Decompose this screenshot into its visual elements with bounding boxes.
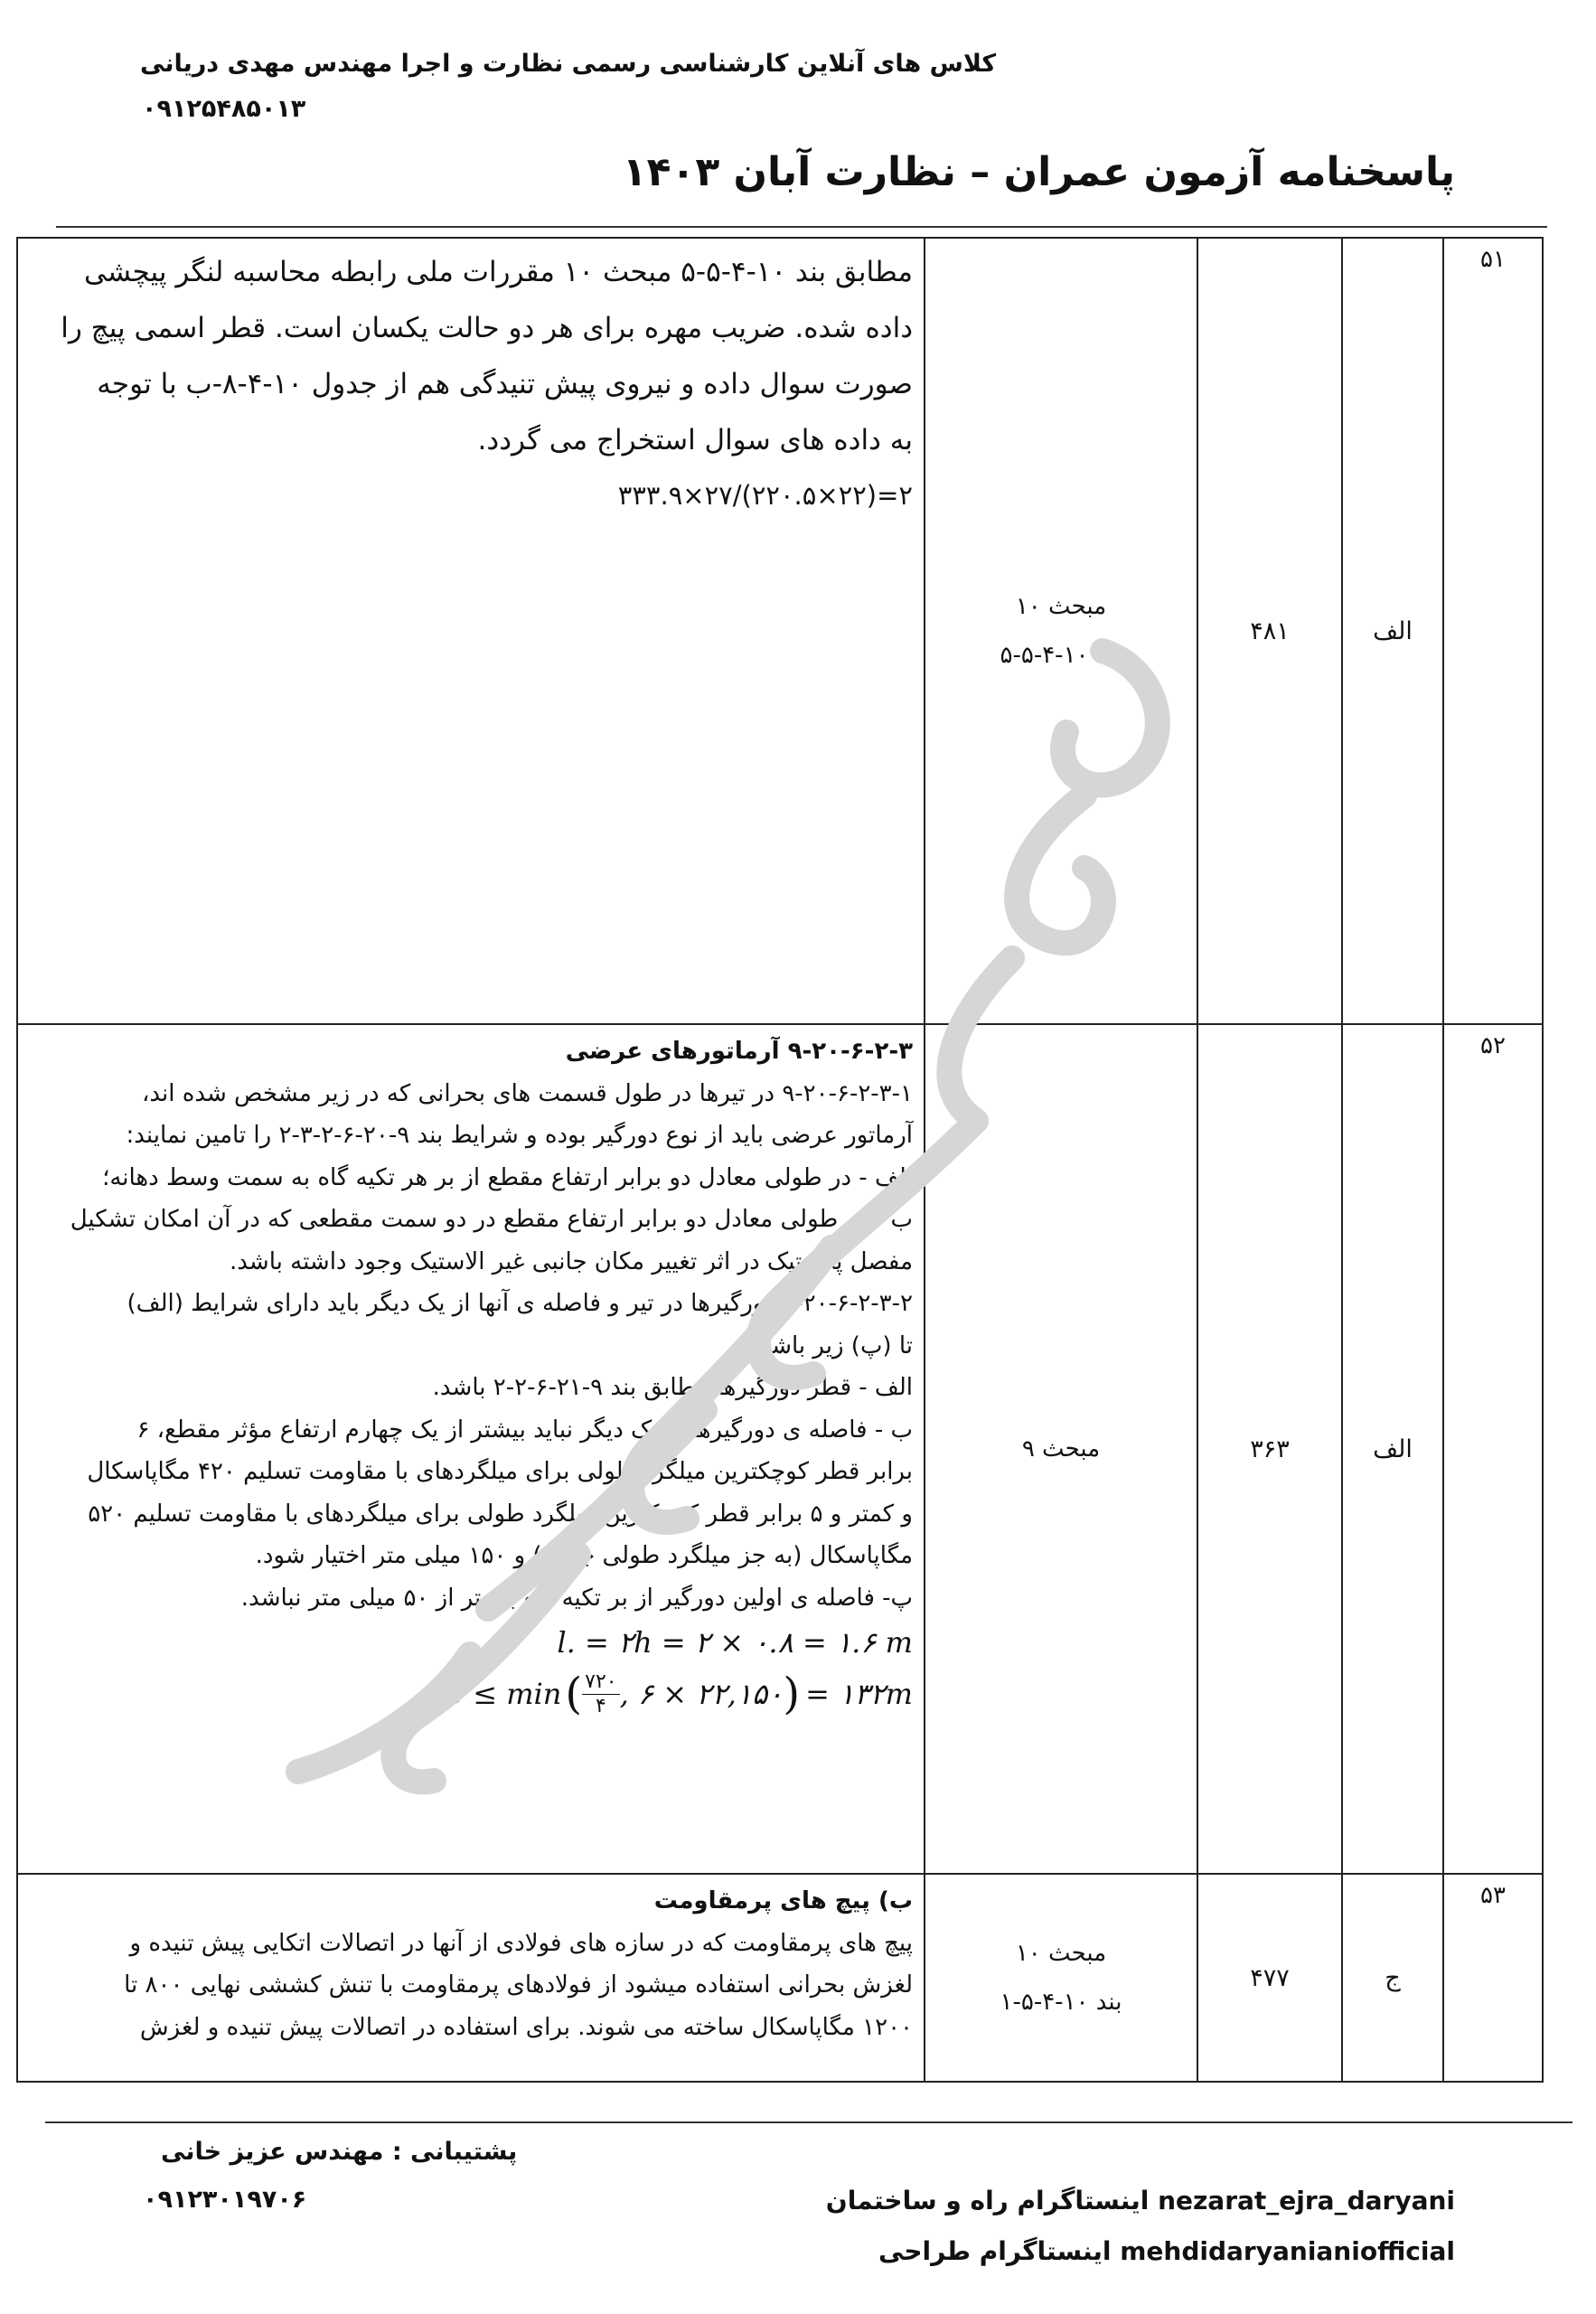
- page-number: ۴۸۱: [1197, 238, 1342, 1024]
- reference-cell: [925, 238, 1197, 1024]
- explanation-line: ۹-۲۰-۶-۲-۳-۲ دورگیرها در تیر و فاصله ی آنها از یک دیگر باید دارای شرایط (الف): [127, 1290, 913, 1317]
- formula-fraction: [582, 1670, 619, 1718]
- footer-divider: [45, 2121, 1573, 2123]
- answer-table: [16, 237, 1544, 2083]
- question-number: ۵۳: [1443, 1874, 1543, 2082]
- answer-option: الف: [1342, 1024, 1443, 1874]
- formula: ۳۳۳.۹×۲۷/(۲۲۰.۵×۲۲)=۲: [617, 480, 913, 511]
- explanation-line: پ- فاصله ی اولین دورگیر از بر تکیه گاه بیشتر از ۵۰ میلی متر نباشد.: [240, 1584, 913, 1612]
- support-phone: ۰۹۱۲۳۰۱۹۷۰۶: [143, 2186, 307, 2214]
- section-heading: ۹-۲۰-۶-۲-۳ آرماتورهای عرضی: [565, 1038, 913, 1065]
- course-header-line: کلاس های آنلاین کارشناسی رسمی نظارت و اجرا مهندس مهدی دریانی: [140, 50, 997, 78]
- formula-min: S ≤ min: [444, 1677, 562, 1711]
- explanation-line: ۹-۲۰-۶-۲-۳-۱ در تیرها در طول قسمت های بحرانی که در زیر مشخص شده اند،: [141, 1079, 913, 1107]
- explanation-line: تا (پ) زیر باشند:: [744, 1331, 913, 1359]
- explanation-line: آرماتور عرضی باید از نوع دورگیر بوده و شرایط بند ۹-۲۰-۶-۲-۳-۲ را تامین نمایند:: [126, 1122, 913, 1149]
- table-row: [17, 1024, 1543, 1874]
- formula-terms: , ۶ × ۲۲,۱۵۰: [619, 1677, 784, 1711]
- instagram-construction: nezarat_ejra_daryani اینستاگرام راه و ساختمان: [825, 2186, 1455, 2215]
- reference-cell: [925, 1874, 1197, 2082]
- explanation-line: صورت سوال داده و نیروی پیش تنیدگی هم از جدول ۱۰-۴-۸-ب با توجه: [97, 368, 913, 400]
- fraction-numerator: ۷۲۰: [582, 1670, 619, 1695]
- page-title: پاسخنامه آزمون عمران – نظارت آبان ۱۴۰۳: [622, 149, 1455, 195]
- explanation-cell: [17, 1024, 925, 1874]
- explanation-line: مطابق بند ۱۰-۴-۵-۵ مبحث ۱۰ مقررات ملی رابطه محاسبه لنگر پیچشی: [84, 256, 913, 288]
- explanation-cell: [17, 238, 925, 1024]
- page-number: ۴۷۷: [1197, 1874, 1342, 2082]
- section-heading: ب) پیچ های پرمقاومت: [653, 1887, 913, 1914]
- formula-result: = ۱۳۲m: [805, 1677, 913, 1711]
- formula-paren-open: (: [565, 1669, 583, 1719]
- explanation-line: ب - فاصله ی دورگیرها از یک دیگر نباید بیشتر از یک چهارم ارتفاع مؤثر مقطع، ۶: [136, 1416, 913, 1444]
- reference-clause: بند ۱۰-۴-۵-۱: [1000, 1989, 1122, 2016]
- fraction-denominator: ۴: [595, 1694, 606, 1717]
- explanation-line: ب - در طولی معادل دو برابر ارتفاع مقطع در دو سمت مقطعی که در آن امکان تشکیل: [70, 1206, 913, 1233]
- page-number: ۳۶۳: [1197, 1024, 1342, 1874]
- reference-cell: [925, 1024, 1197, 1874]
- header-phone: ۰۹۱۲۵۴۸۵۰۱۳: [142, 95, 306, 123]
- explanation-line: لغزش بحرانی استفاده میشود از فولادهای پرمقاومت با تنش کششی نهایی ۸۰۰ تا: [124, 1971, 913, 1999]
- table-row: [17, 238, 1543, 1024]
- explanation-line: الف - در طولی معادل دو برابر ارتفاع مقطع از بر هر تکیه گاه به سمت وسط دهانه؛: [102, 1163, 913, 1191]
- explanation-line: داده شده. ضریب مهره برای هر دو حالت یکسان است. قطر اسمی پیچ را: [61, 312, 913, 344]
- explanation-line: به داده های سوال استخراج می گردد.: [477, 424, 913, 456]
- reference-topic: مبحث ۱۰: [1015, 593, 1107, 620]
- answer-option: الف: [1342, 238, 1443, 1024]
- explanation-line: الف - قطر دورگیرها مطابق بند ۹-۲۱-۶-۲-۲ باشد.: [432, 1374, 913, 1401]
- table-row: [17, 1874, 1543, 2082]
- formula-length: l. = ۲h = ۲ × ۰.۸ = ۱.۶ m: [557, 1625, 913, 1660]
- explanation-line: پیچ های پرمقاومت که در سازه های فولادی از آنها در اتصالات اتکایی پیش تنیده و: [129, 1929, 913, 1957]
- reference-clause: بند ۱۰-۴-۵-۵: [1000, 642, 1122, 669]
- explanation-line: ۱۲۰۰ مگاپاسکال ساخته می شوند. برای استفاده در اتصالات پیش تنیده و لغزش: [139, 2013, 913, 2041]
- formula-paren-close: ): [783, 1669, 801, 1719]
- explanation-line: مگاپاسکال (به جز میلگرد طولی جلدی) و ۱۵۰ میلی متر اختیار شود.: [255, 1542, 913, 1569]
- explanation-cell: [17, 1874, 925, 2082]
- explanation-line: و کمتر و ۵ برابر قطر کوچکترین میلگرد طولی برای میلگردهای با مقاومت تسلیم ۵۲۰: [88, 1500, 913, 1528]
- header-divider: [56, 226, 1547, 228]
- explanation-line: مفصل پلاستیک در اثر تغییر مکان جانبی غیر الاستیک وجود داشته باشد.: [230, 1247, 913, 1275]
- reference-topic: مبحث ۹: [1021, 1435, 1101, 1463]
- reference-topic: مبحث ۱۰: [1015, 1940, 1107, 1967]
- explanation-line: برابر قطر کوچکترین میلگرد طولی برای میلگردهای با مقاومت تسلیم ۴۲۰ مگاپاسکال: [87, 1458, 913, 1485]
- instagram-design: mehdidaryanianiofficial اینستاگرام طراحی: [878, 2236, 1455, 2266]
- answer-option: ج: [1342, 1874, 1443, 2082]
- question-number: ۵۱: [1443, 238, 1543, 1024]
- question-number: ۵۲: [1443, 1024, 1543, 1874]
- formula-spacing: [29, 1666, 913, 1722]
- support-name: پشتیبانی : مهندس عزیز خانی: [161, 2138, 518, 2166]
